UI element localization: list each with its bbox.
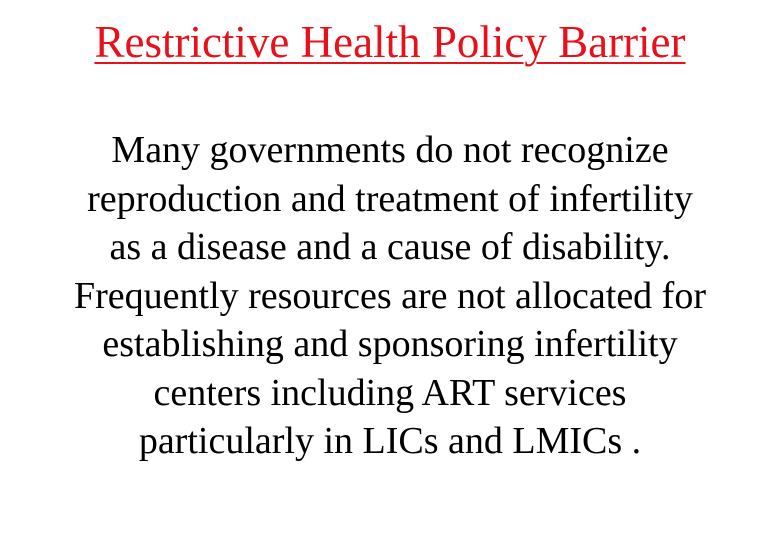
body-line: particularly in LICs and LMICs .: [138, 420, 642, 462]
body-line: centers including ART services: [153, 371, 627, 414]
slide-body: [0, 126, 780, 466]
body-line: Frequently resources are not allocated for: [73, 274, 706, 317]
body-line: reproduction and treatment of infertility: [87, 177, 693, 220]
body-line: Many governments do not recognize: [111, 129, 669, 171]
body-line: establishing and sponsoring infertility: [102, 323, 678, 365]
slide-title: Restrictive Health Policy Barrier: [94, 17, 686, 67]
body-line: as a disease and a cause of disability.: [109, 226, 671, 268]
